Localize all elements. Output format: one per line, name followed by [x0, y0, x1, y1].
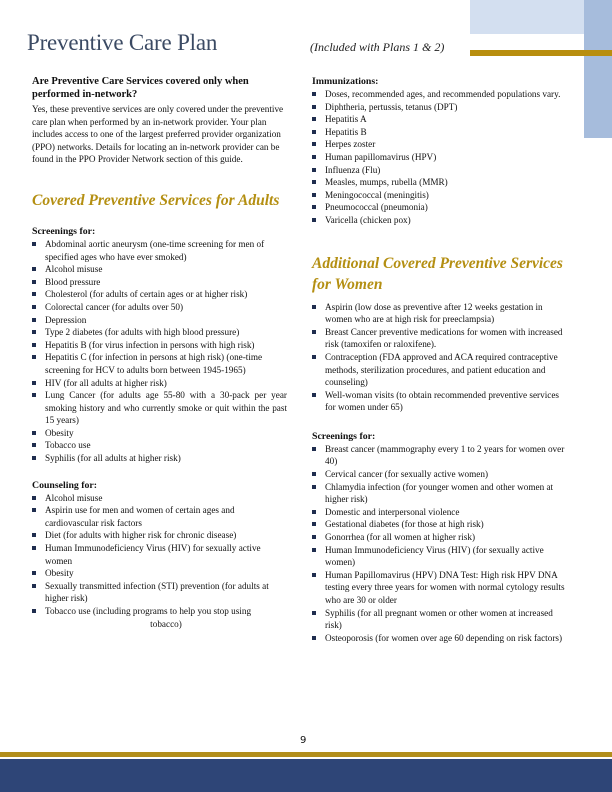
list-item: Alcohol misuse	[32, 263, 287, 276]
list-item: Tobacco use (including programs to help you stop using tobacco)	[32, 605, 287, 630]
square-bullet-icon	[312, 393, 316, 397]
list-item: Colorectal cancer (for adults over 50)	[32, 301, 287, 314]
list-item: Syphilis (for all adults at higher risk)	[32, 452, 287, 465]
square-bullet-icon	[312, 355, 316, 359]
women-screenings-list	[312, 443, 567, 645]
square-bullet-icon	[32, 496, 36, 500]
list-item: Human Immunodeficiency Virus (HIV) for sexually active women	[32, 542, 287, 567]
list-item: Hepatitis A	[312, 113, 567, 126]
square-bullet-icon	[32, 456, 36, 460]
decorative-light-blue-block	[470, 0, 584, 34]
square-bullet-icon	[312, 522, 316, 526]
square-bullet-icon	[32, 242, 36, 246]
list-item: Lung Cancer (for adults age 55-80 with a 30-pack per year smoking history and who currently smoke or quit within the past 15 years)	[32, 389, 287, 427]
in-network-answer: Yes, these preventive services are only covered under the preventive care plan when performed by an in-network provider. Your plan includes access to one of the largest preferred provider organization (PPO) networks. Details for locating an in-network provider can be found in the PPO Provider Network section of this guide.	[32, 104, 284, 165]
square-bullet-icon	[312, 330, 316, 334]
page-subtitle: (Included with Plans 1 & 2)	[310, 40, 445, 54]
list-item: Obesity	[32, 567, 287, 580]
immunizations-list	[312, 88, 567, 227]
right-column	[312, 75, 567, 644]
list-item: Syphilis (for all pregnant women or other women at increased risk)	[312, 607, 567, 632]
list-item: Varicella (chicken pox)	[312, 214, 567, 227]
square-bullet-icon	[32, 533, 36, 537]
list-item: Osteoporosis (for women over age 60 depending on risk factors)	[312, 632, 567, 645]
square-bullet-icon	[312, 218, 316, 222]
square-bullet-icon	[32, 355, 36, 359]
square-bullet-icon	[32, 305, 36, 309]
list-item: Contraception (FDA approved and ACA required contraceptive methods, sterilization procedures, and patient education and counseling)	[312, 351, 567, 389]
list-item: Alcohol misuse	[32, 492, 287, 505]
square-bullet-icon	[32, 443, 36, 447]
square-bullet-icon	[312, 130, 316, 134]
square-bullet-icon	[312, 205, 316, 209]
decorative-gold-line	[470, 50, 612, 56]
immunizations-label: Immunizations:	[312, 76, 379, 87]
square-bullet-icon	[312, 573, 316, 577]
list-item: Human Papillomavirus (HPV) DNA Test: High risk HPV DNA testing every three years for women with normal cytology results who are 30 or older	[312, 569, 567, 607]
list-item: Chlamydia infection (for younger women and other women at higher risk)	[312, 481, 567, 506]
women-section-title: Additional Covered Preventive Services for Women	[312, 254, 563, 293]
footer-navy-band	[0, 759, 612, 792]
list-item: Gestational diabetes (for those at high risk)	[312, 518, 567, 531]
square-bullet-icon	[32, 584, 36, 588]
list-item: Influenza (Flu)	[312, 164, 567, 177]
square-bullet-icon	[312, 636, 316, 640]
list-item: Hepatitis B	[312, 126, 567, 139]
list-item: Gonorrhea (for all women at higher risk)	[312, 531, 567, 544]
list-item: Human papillomavirus (HPV)	[312, 151, 567, 164]
list-item: Breast cancer (mammography every 1 to 2 years for women over 40)	[312, 443, 567, 468]
list-item: Measles, mumps, rubella (MMR)	[312, 176, 567, 189]
square-bullet-icon	[32, 318, 36, 322]
square-bullet-icon	[312, 92, 316, 96]
list-item: Domestic and interpersonal violence	[312, 506, 567, 519]
list-item: Herpes zoster	[312, 138, 567, 151]
in-network-question: Are Preventive Care Services covered only when performed in-network?	[32, 76, 249, 100]
adult-screenings-label: Screenings for:	[32, 225, 96, 237]
list-item: Doses, recommended ages, and recommended populations vary.	[312, 88, 567, 101]
square-bullet-icon	[32, 330, 36, 334]
list-item: Aspirin (low dose as preventive after 12 weeks gestation in women who are at high risk for preeclampsia)	[312, 301, 567, 326]
adults-section-title: Covered Preventive Services for Adults	[32, 191, 280, 209]
square-bullet-icon	[312, 535, 316, 539]
square-bullet-icon	[312, 485, 316, 489]
square-bullet-icon	[32, 343, 36, 347]
list-item: Well-woman visits (to obtain recommended preventive services for women under 65)	[312, 389, 567, 414]
square-bullet-icon	[312, 193, 316, 197]
list-item: Cholesterol (for adults of certain ages or at higher risk)	[32, 288, 287, 301]
page-title: Preventive Care Plan	[27, 30, 218, 55]
square-bullet-icon	[312, 168, 316, 172]
square-bullet-icon	[312, 105, 316, 109]
list-item: Pneumococcal (pneumonia)	[312, 201, 567, 214]
adult-counseling-list	[32, 492, 287, 631]
square-bullet-icon	[32, 267, 36, 271]
footer-gold-rule	[0, 752, 612, 757]
square-bullet-icon	[32, 280, 36, 284]
decorative-blue-bar	[584, 0, 612, 138]
list-item: Type 2 diabetes (for adults with high blood pressure)	[32, 326, 287, 339]
list-item: Hepatitis C (for infection in persons at high risk) (one-time screening for HCV to adults born between 1945-1965)	[32, 351, 287, 376]
square-bullet-icon	[32, 508, 36, 512]
list-item: Aspirin use for men and women of certain ages and cardiovascular risk factors	[32, 504, 287, 529]
square-bullet-icon	[312, 155, 316, 159]
list-item: Sexually transmitted infection (STI) prevention (for adults at higher risk)	[32, 580, 287, 605]
women-services-list	[312, 301, 567, 414]
adult-screenings-list	[32, 238, 287, 465]
list-item: Meningococcal (meningitis)	[312, 189, 567, 202]
list-item: Depression	[32, 314, 287, 327]
square-bullet-icon	[312, 447, 316, 451]
square-bullet-icon	[32, 609, 36, 613]
square-bullet-icon	[312, 548, 316, 552]
list-item: Blood pressure	[32, 276, 287, 289]
list-item: Obesity	[32, 427, 287, 440]
square-bullet-icon	[32, 431, 36, 435]
adult-counseling-label: Counseling for:	[32, 479, 98, 491]
list-item: Human Immunodeficiency Virus (HIV) (for sexually active women)	[312, 544, 567, 569]
square-bullet-icon	[312, 180, 316, 184]
square-bullet-icon	[312, 611, 316, 615]
left-column	[32, 75, 287, 630]
list-item: Abdominal aortic aneurysm (one-time screening for men of specified ages who have ever smoked)	[32, 238, 287, 263]
square-bullet-icon	[312, 472, 316, 476]
square-bullet-icon	[312, 510, 316, 514]
square-bullet-icon	[312, 142, 316, 146]
list-item: HIV (for all adults at higher risk)	[32, 377, 287, 390]
square-bullet-icon	[312, 305, 316, 309]
list-item: Hepatitis B (for virus infection in persons with high risk)	[32, 339, 287, 352]
list-item: Cervical cancer (for sexually active women)	[312, 468, 567, 481]
list-item: Tobacco use	[32, 439, 287, 452]
list-item: Breast Cancer preventive medications for women with increased risk (tamoxifen or raloxifene).	[312, 326, 567, 351]
women-screenings-label: Screenings for:	[312, 430, 376, 442]
square-bullet-icon	[32, 571, 36, 575]
square-bullet-icon	[312, 117, 316, 121]
list-item: Diet (for adults with higher risk for chronic disease)	[32, 529, 287, 542]
square-bullet-icon	[32, 546, 36, 550]
square-bullet-icon	[32, 381, 36, 385]
square-bullet-icon	[32, 393, 36, 397]
square-bullet-icon	[32, 292, 36, 296]
list-item: Diphtheria, pertussis, tetanus (DPT)	[312, 101, 567, 114]
page-number: 9	[300, 735, 307, 746]
